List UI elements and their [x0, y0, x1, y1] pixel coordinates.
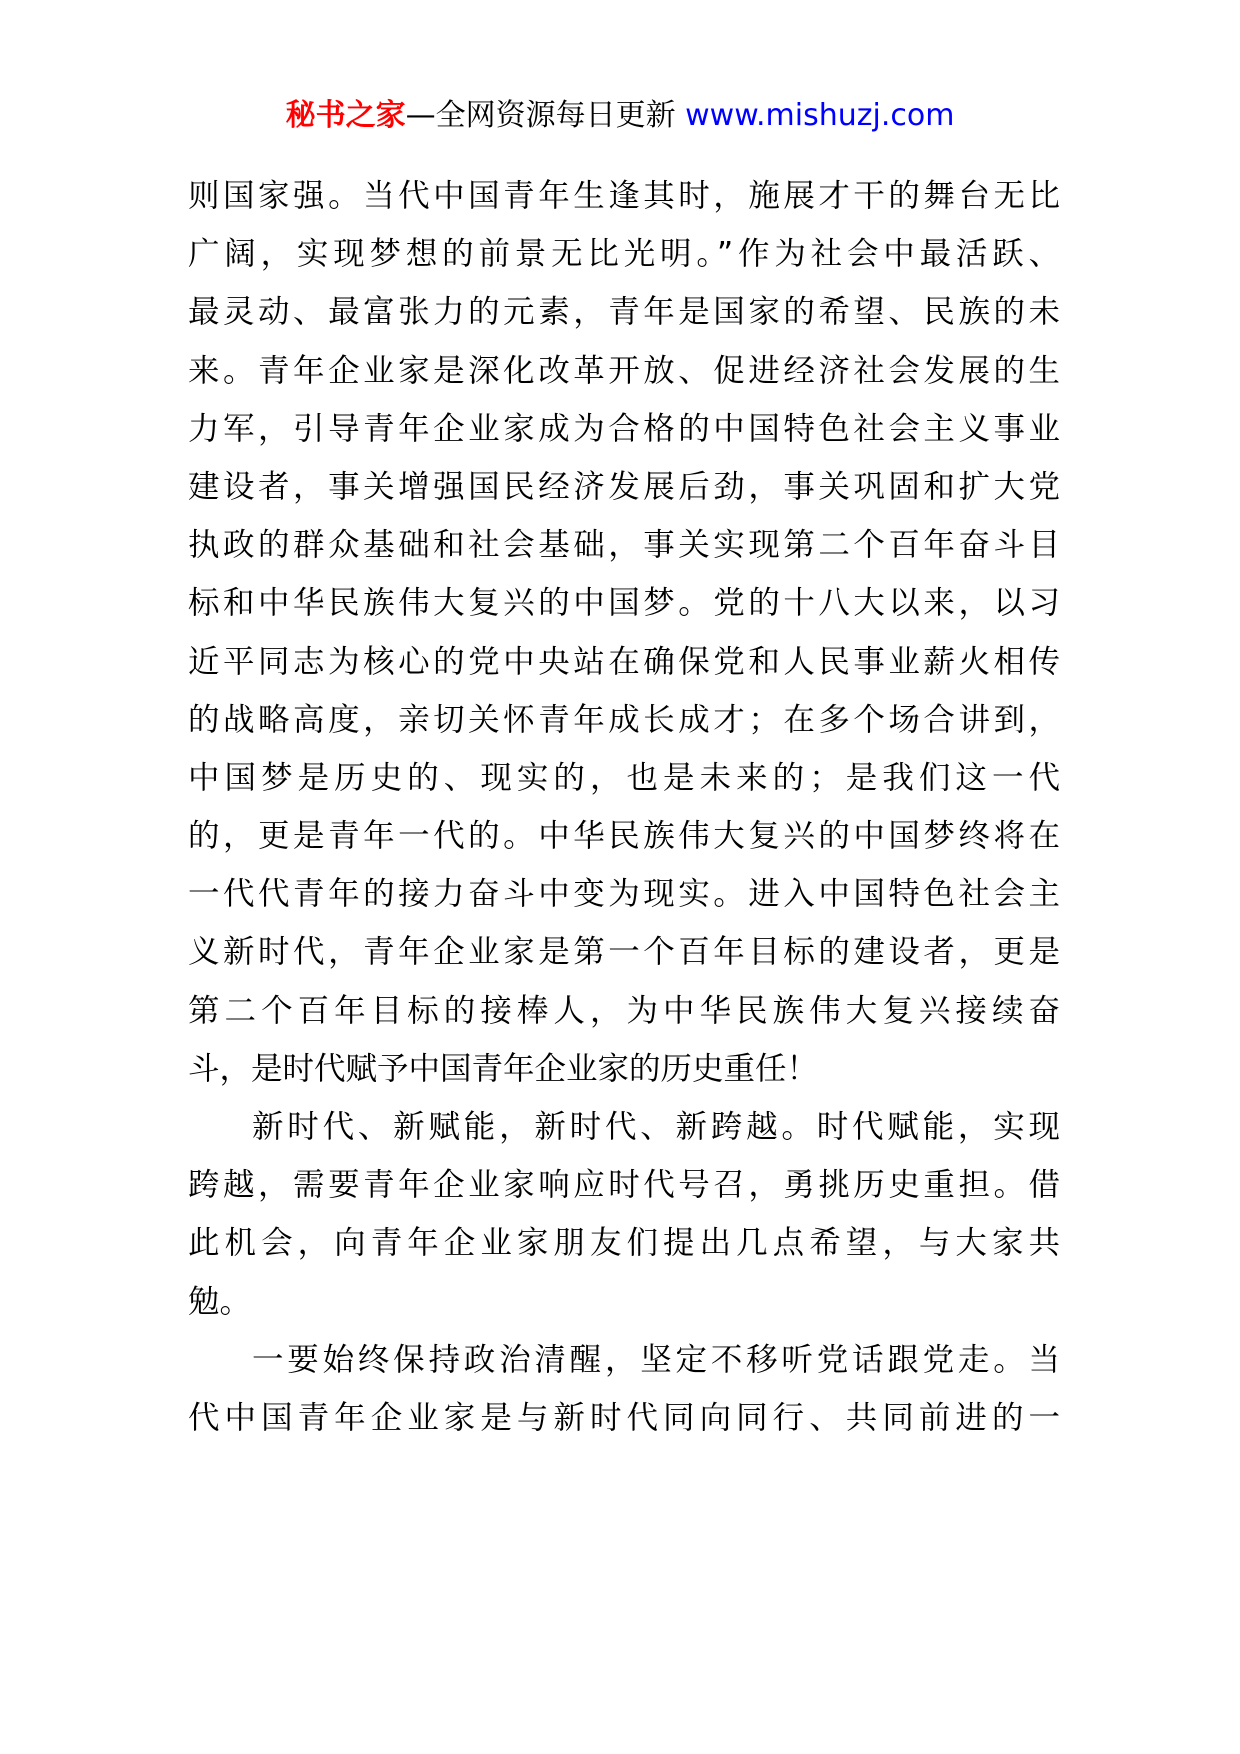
text-line: 义新时代，青年企业家是第一个百年目标的建设者，更是 [188, 934, 1060, 971]
text-line: 斗，是时代赋予中国青年企业家的历史重任！ [188, 1050, 819, 1087]
text-line: 力军，引导青年企业家成为合格的中国特色社会主义事业 [188, 410, 1060, 447]
text-line: 广阔，实现梦想的前景无比光明。”作为社会中最活跃、 [188, 236, 1060, 273]
text-line: 最灵动、最富张力的元素，青年是国家的希望、民族的未 [188, 294, 1060, 331]
text-line: 跨越，需要青年企业家响应时代号召，勇挑历史重担。借 [188, 1167, 1060, 1204]
text-line: 中国梦是历史的、现实的，也是未来的；是我们这一代 [188, 759, 1060, 796]
text-line: 执政的群众基础和社会基础，事关实现第二个百年奋斗目 [188, 527, 1060, 564]
text-line: 的战略高度，亲切关怀青年成长成才；在多个场合讲到， [188, 701, 1060, 738]
brand-name: 秘书之家 [285, 98, 406, 133]
text-line: 一要始终保持政治清醒，坚定不移听党话跟党走。当 [252, 1341, 1060, 1378]
text-line: 标和中华民族伟大复兴的中国梦。党的十八大以来，以习 [188, 585, 1060, 622]
text-line: 勉。 [188, 1283, 252, 1320]
website-link[interactable]: www.mishuzj.com [685, 98, 955, 133]
text-line: 此机会，向青年企业家朋友们提出几点希望，与大家共 [188, 1225, 1060, 1262]
text-line: 代中国青年企业家是与新时代同向同行、共同前进的一 [188, 1399, 1060, 1436]
text-line: 新时代、新赋能，新时代、新跨越。时代赋能，实现 [252, 1109, 1060, 1145]
text-line: 近平同志为核心的党中央站在确保党和人民事业薪火相传 [188, 643, 1060, 680]
text-line: 的，更是青年一代的。中华民族伟大复兴的中国梦终将在 [188, 818, 1060, 855]
text-line: 来。青年企业家是深化改革开放、促进经济社会发展的生 [188, 352, 1060, 389]
text-line: 一代代青年的接力奋斗中变为现实。进入中国特色社会主 [188, 876, 1060, 913]
page-header [0, 96, 1240, 136]
text-line: 则国家强。当代中国青年生逢其时，施展才干的舞台无比 [188, 178, 1060, 214]
text-line: 建设者，事关增强国民经济发展后劲，事关巩固和扩大党 [188, 468, 1060, 505]
header-tagline: —全网资源每日更新 [405, 98, 686, 133]
document-body [188, 167, 1060, 1447]
text-line: 第二个百年目标的接棒人，为中华民族伟大复兴接续奋 [188, 992, 1060, 1029]
